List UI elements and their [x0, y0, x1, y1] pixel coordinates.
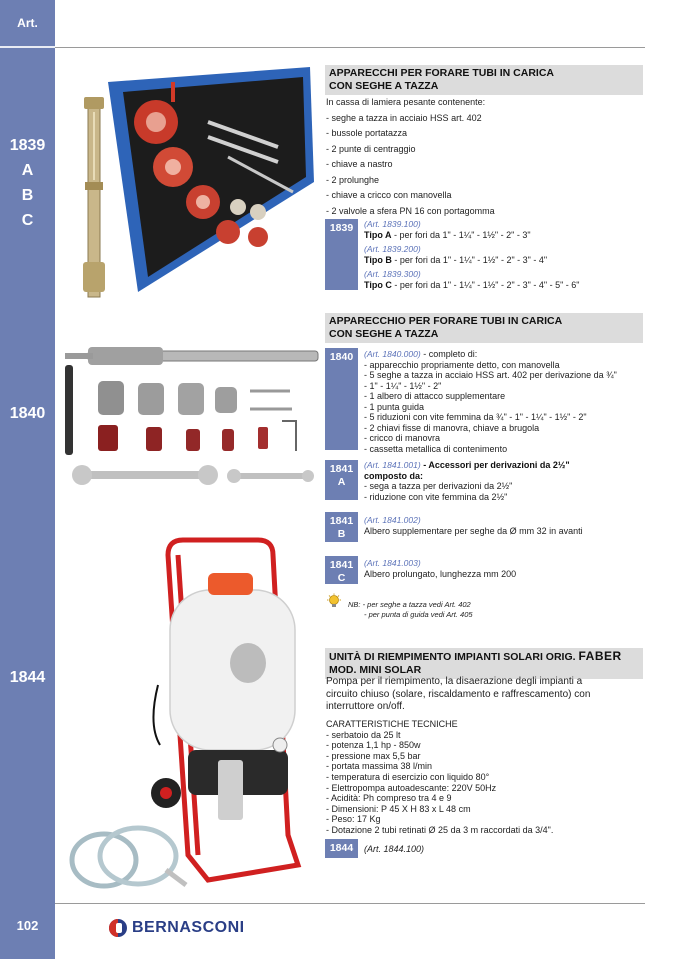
list-item: - potenza 1,1 hp - 850w	[326, 740, 421, 751]
list-item: - cricco di manovra	[364, 433, 441, 443]
tag-1840: 1840	[325, 348, 358, 450]
top-rule	[55, 47, 645, 48]
list-item: - Dimensioni: P 45 X H 83 x L 48 cm	[326, 803, 471, 814]
list-item: - Elettropompa autoadescante: 220V 50Hz	[326, 782, 497, 793]
list-item: - 1 punta guida	[364, 401, 425, 412]
list-item: - 2 valvole a sfera PN 16 con portagomma	[326, 205, 495, 216]
sidebar-divider	[0, 46, 55, 48]
lightbulb-icon	[326, 593, 342, 609]
ref-1844: (Art. 1844.100)	[364, 844, 425, 854]
list-item: - 5 riduzioni con vite femmina da ¾" - 1" - 1¼" - 1½" - 2"	[364, 412, 587, 422]
list-item: - 1 albero di attacco supplementare	[364, 391, 506, 401]
list-item: - serbatoio da 25 lt	[326, 729, 401, 740]
list-item: - 2 punte di centraggio	[326, 143, 416, 154]
entry-1841b: (Art. 1841.002) Albero supplementare per seghe da Ø mm 32 in avanti	[364, 515, 583, 536]
list-item: - temperatura di esercizio con liquido 80°	[326, 771, 490, 782]
list-item: - chiave a cricco con manovella	[326, 190, 452, 200]
list-item: - apparecchio propriamente detto, con manovella	[364, 359, 560, 370]
tag-1844: 1844	[325, 839, 358, 858]
list-item: - 2 chiavi fisse di manovra, chiave a brugola	[364, 422, 540, 433]
section-1840-title: APPARECCHIO PER FORARE TUBI IN CARICA CON SEGHE A TAZZA	[325, 313, 643, 343]
list-item: - Dotazione 2 tubi retinati Ø 25 da 3 m raccordati da 3/4".	[326, 824, 554, 835]
code-1839: 1839 A B C	[9, 137, 46, 229]
art-label: Art.	[17, 16, 38, 30]
bernasconi-logo-icon	[108, 918, 128, 938]
entry-1840: (Art. 1840.000) - completo di: - apparecchio propriamente detto, con manovella - 5 seghe a tazza in acciaio HSS art. 402 per derivazione da ¾" - 1" - 1¼" - 1½" - 2" - 1 albero di attacco supplementare - 1 punta guida - 5 riduzioni con vite femmina da ¾" - 1" - 1¼" - 1½" - 2" - 2 chiavi fisse di manovra, chiave a brugola - cricco di manovra - cassetta metallica di contenimento	[364, 349, 617, 454]
list-item: - seghe a tazza in acciaio HSS art. 402	[326, 112, 482, 123]
tag-1841a: 1841 A	[325, 460, 358, 500]
faber-brand: FABER	[578, 649, 622, 663]
tag-1841b: 1841 B	[325, 512, 358, 542]
specs-title: CARATTERISTICHE TECNICHE	[326, 719, 458, 729]
note: NB: - per seghe a tazza vedi Art. 402 - per punta di guida vedi Art. 405	[348, 600, 473, 619]
variant-1839-c: (Art. 1839.300) Tipo C - per fori da 1" - 1¼" - 1½" - 2" - 3" - 4" - 5" - 6"	[364, 269, 580, 290]
sidebar	[0, 0, 55, 959]
variant-1839-a: (Art. 1839.100) Tipo A - per fori da 1" - 1¼" - 1½" - 2" - 3"	[364, 219, 531, 240]
list-item: - Peso: 17 Kg	[326, 814, 381, 825]
entry-1841c: (Art. 1841.003) Albero prolungato, lunghezza mm 200	[364, 558, 517, 579]
list-item: - 2 prolunghe	[326, 174, 380, 185]
section-1839-title: APPARECCHI PER FORARE TUBI IN CARICA CON SEGHE A TAZZA	[325, 65, 643, 95]
section-1839-contents: In cassa di lamiera pesante contenente: - seghe a tazza in acciaio HSS art. 402 - bussole portatazza - 2 punte di centraggio - chiave a nastro - 2 prolunghe - chiave a cricco con manovella - 2 valvole a sfera PN 16 con portagomma	[326, 95, 495, 219]
list-item: - bussole portatazza	[326, 128, 408, 138]
code-1844: 1844	[9, 669, 46, 686]
list-item: - cassetta metallica di contenimento	[364, 443, 508, 454]
list-item: - portata massima 38 l/min	[326, 761, 433, 772]
list-item: - pressione max 5,5 bar	[326, 750, 421, 761]
section-1844-description: Pompa per il riempimento, la disaerazione degli impianti a circuito chiuso (solare, riscaldamento e raffrescamento) con interruttore on/off.	[326, 676, 591, 712]
code-1840: 1840	[9, 405, 46, 422]
tag-1839: 1839	[325, 219, 358, 290]
tag-1841c: 1841 C	[325, 556, 358, 584]
hole-saw-kit-case-image	[78, 62, 314, 298]
section-1844-specs	[326, 719, 553, 836]
list-item: - riduzione con vite femmina da 2½"	[364, 491, 508, 502]
page-number: 102	[16, 918, 39, 933]
braided-hoses-image	[66, 820, 191, 895]
list-item: - sega a tazza per derivazioni da 2½"	[364, 481, 513, 491]
brand-name: BERNASCONI	[132, 919, 245, 936]
list-item: - 5 seghe a tazza in acciaio HSS art. 402 per derivazione da ¾"	[364, 370, 617, 380]
list-item: - 1" - 1¼" - 1½" - 2"	[364, 380, 442, 391]
variant-1839-b: (Art. 1839.200) Tipo B - per fori da 1" - 1¼" - 1½" - 2" - 3" - 4"	[364, 244, 548, 265]
bernasconi-logo	[108, 918, 245, 938]
section-1844-title: UNITÀ DI RIEMPIMENTO IMPIANTI SOLARI ORIG. FABER MOD. MINI SOLAR	[325, 648, 643, 679]
list-item: - Acidità: Ph compreso tra 4 e 9	[326, 793, 452, 804]
bottom-rule	[55, 903, 645, 904]
hole-saw-tool-set-image	[60, 343, 322, 498]
entry-1841a: (Art. 1841.001) - Accessori per derivazioni da 2½" composto da: - sega a tazza per derivazioni da 2½" - riduzione con vite femmina da 2½"	[364, 460, 570, 502]
list-item: - chiave a nastro	[326, 159, 393, 169]
